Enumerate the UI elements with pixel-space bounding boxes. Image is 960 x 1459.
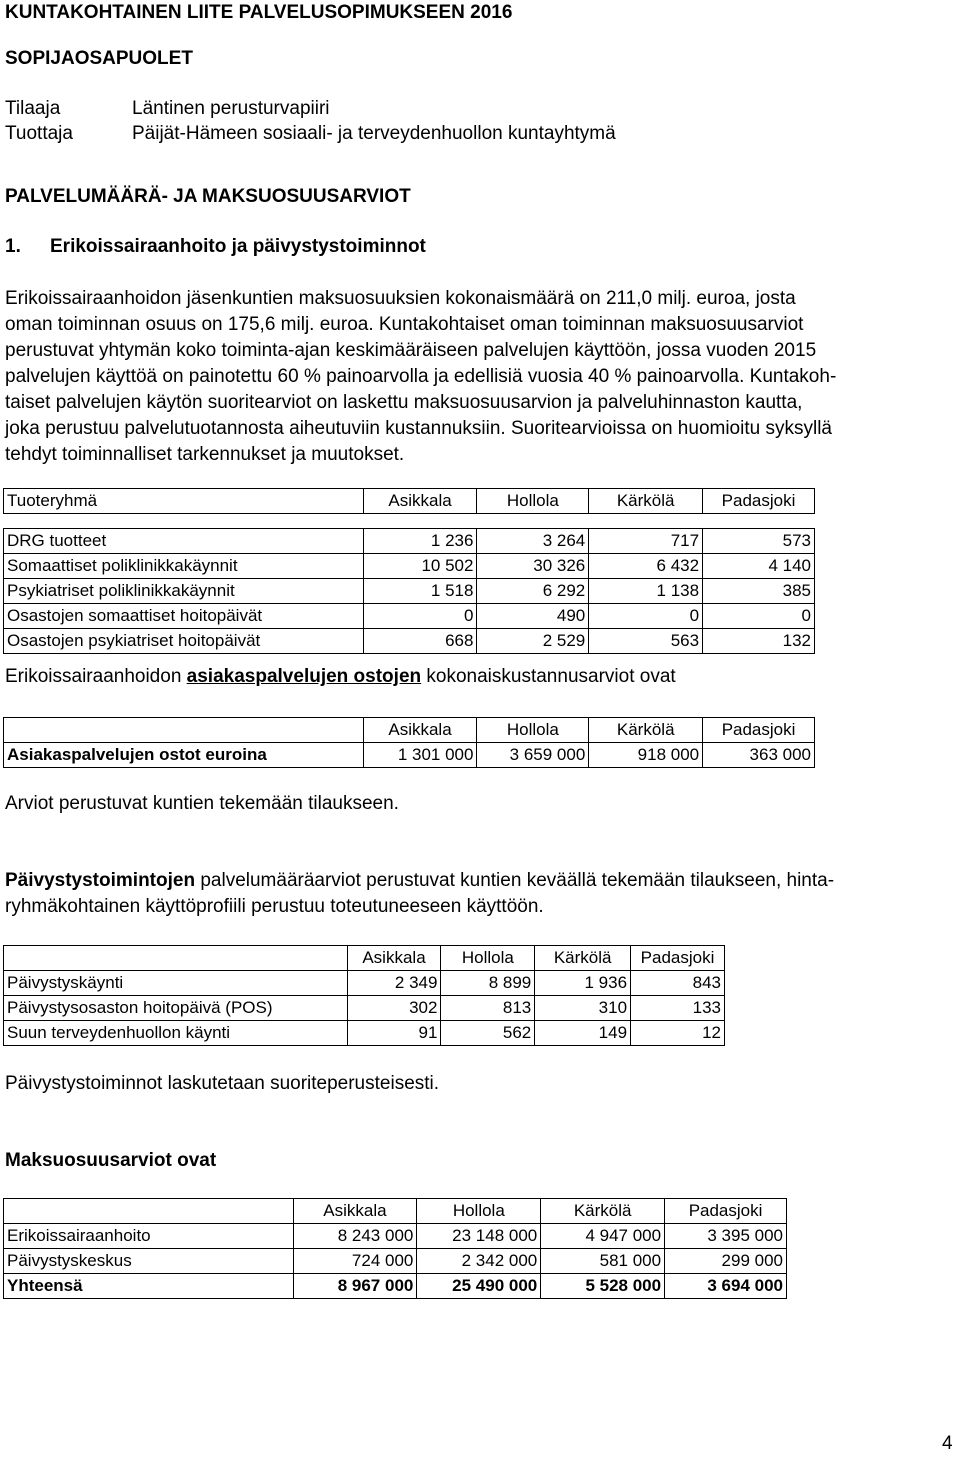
table-cell: 91 [347, 1021, 441, 1046]
party-value-orderer: Läntinen perusturvapiiri [132, 98, 330, 119]
table-cell: 490 [477, 604, 589, 629]
product-group-table [3, 488, 815, 654]
purchases-note: Arviot perustuvat kuntien tekemään tilaukseen. [5, 793, 399, 814]
table-cell-empty [4, 946, 348, 971]
table-row [4, 1249, 787, 1274]
table-cell: 6 292 [477, 579, 589, 604]
table-cell: 573 [703, 529, 815, 554]
table-header-row [4, 1199, 787, 1224]
table-header: Kärkölä [535, 946, 631, 971]
table-cell: 1 301 000 [363, 743, 477, 768]
table-cell: 668 [363, 629, 477, 654]
paragraph-line: tehdyt toiminnalliset tarkennukset ja muutokset. [5, 444, 405, 465]
table-cell: 302 [347, 996, 441, 1021]
table-row [4, 604, 815, 629]
section-paragraph [5, 286, 955, 468]
table-cell: 8 967 000 [293, 1274, 417, 1299]
table-row [4, 971, 725, 996]
fees-table [3, 1198, 787, 1299]
paragraph-line: palvelujen käyttöä on painotettu 60 % painoarvolla ja edellisiä vuosia 40 % painoarvolla. Kuntakoh- [5, 366, 837, 387]
table-cell: 12 [631, 1021, 725, 1046]
table-header: Hollola [477, 718, 589, 743]
table-cell: Asiakaspalvelujen ostot euroina [4, 743, 364, 768]
party-value-producer: Päijät-Hämeen sosiaali- ja terveydenhuollon kuntayhtymä [132, 123, 616, 144]
document-title: KUNTAKOHTAINEN LIITE PALVELUSOPIMUKSEEN 2016 [5, 2, 513, 23]
table-cell: 132 [703, 629, 815, 654]
table-cell: 563 [589, 629, 703, 654]
table-header: Padasjoki [665, 1199, 787, 1224]
table-cell: 8 243 000 [293, 1224, 417, 1249]
table-cell: Yhteensä [4, 1274, 294, 1299]
table-cell: Osastojen psykiatriset hoitopäivät [4, 629, 364, 654]
table-header: Kärkölä [589, 718, 703, 743]
table-total-row [4, 1274, 787, 1299]
table-cell: Osastojen somaattiset hoitopäivät [4, 604, 364, 629]
paragraph-line: Erikoissairaanhoidon jäsenkuntien maksuosuuksien kokonaismäärä on 211,0 milj. euroa, josta [5, 288, 796, 309]
table-header-row [4, 718, 815, 743]
table-row [4, 996, 725, 1021]
table-cell: 1 138 [589, 579, 703, 604]
paragraph-line: perustuvat yhtymän koko toiminta-ajan keskimääräiseen palvelujen käyttöön, jossa vuoden 2015 [5, 340, 817, 361]
table-cell: 0 [703, 604, 815, 629]
table-cell: 363 000 [703, 743, 815, 768]
table-cell: 0 [589, 604, 703, 629]
table-cell: 385 [703, 579, 815, 604]
table-cell: 562 [441, 1021, 535, 1046]
emergency-intro-emphasis: Päivystystoimintojen [5, 870, 196, 891]
table-cell: 2 349 [347, 971, 441, 996]
table-cell: 10 502 [363, 554, 477, 579]
table-cell: Erikoissairaanhoito [4, 1224, 294, 1249]
table-cell: 133 [631, 996, 725, 1021]
table-cell: 30 326 [477, 554, 589, 579]
purchases-intro-post: kokonaiskustannusarviot ovat [421, 666, 676, 687]
table-header: Kärkölä [589, 489, 703, 514]
table-row [4, 579, 815, 604]
table-cell: 0 [363, 604, 477, 629]
table-header: Hollola [441, 946, 535, 971]
table-header-row [4, 946, 725, 971]
parties-heading: SOPIJAOSAPUOLET [5, 48, 193, 69]
table-cell: 299 000 [665, 1249, 787, 1274]
table-row [4, 1224, 787, 1249]
table-header: Padasjoki [631, 946, 725, 971]
table-cell: Psykiatriset poliklinikkakäynnit [4, 579, 364, 604]
table-header: Padasjoki [703, 718, 815, 743]
purchases-intro [5, 666, 676, 688]
estimates-heading: PALVELUMÄÄRÄ- JA MAKSUOSUUSARVIOT [5, 186, 411, 207]
table-cell: 2 529 [477, 629, 589, 654]
table-header: Kärkölä [541, 1199, 665, 1224]
table-cell: 5 528 000 [541, 1274, 665, 1299]
table-cell: 6 432 [589, 554, 703, 579]
table-cell: 3 659 000 [477, 743, 589, 768]
table-cell: 843 [631, 971, 725, 996]
table-header: Hollola [417, 1199, 541, 1224]
table-cell: 310 [535, 996, 631, 1021]
party-label-producer: Tuottaja [5, 123, 73, 144]
table-cell: 3 694 000 [665, 1274, 787, 1299]
fees-heading: Maksuosuusarviot ovat [5, 1150, 217, 1171]
table-cell: 3 264 [477, 529, 589, 554]
table-row [4, 743, 815, 768]
table-cell: Päivystysosaston hoitopäivä (POS) [4, 996, 348, 1021]
paragraph-line: joka perustuu palvelutuotannosta aiheutuviin kustannuksiin. Suoritearvioissa on huomioitu syksyllä [5, 418, 832, 439]
table-cell: Päivystyskeskus [4, 1249, 294, 1274]
purchases-intro-emphasis: asiakaspalvelujen ostojen [186, 666, 422, 687]
table-cell: 149 [535, 1021, 631, 1046]
table-cell-empty [4, 718, 364, 743]
emergency-intro-line1 [5, 870, 834, 892]
table-cell-empty [4, 1199, 294, 1224]
table-cell: 581 000 [541, 1249, 665, 1274]
table-row [4, 629, 815, 654]
table-cell: 2 342 000 [417, 1249, 541, 1274]
table-cell: 3 395 000 [665, 1224, 787, 1249]
emergency-note: Päivystystoiminnot laskutetaan suoriteperusteisesti. [5, 1073, 440, 1094]
section-number: 1. [5, 236, 21, 257]
table-cell: 1 518 [363, 579, 477, 604]
table-header: Padasjoki [703, 489, 815, 514]
table-row [4, 529, 815, 554]
table-cell: 8 899 [441, 971, 535, 996]
table-cell: 23 148 000 [417, 1224, 541, 1249]
table-cell: 1 936 [535, 971, 631, 996]
table-row [4, 1021, 725, 1046]
paragraph-line: taiset palvelujen käytön suoritearviot on laskettu maksuosuusarvion ja palveluhinnaston kautta, [5, 392, 803, 413]
table-cell: Päivystyskäynti [4, 971, 348, 996]
page-number: 4 [942, 1433, 953, 1454]
table-cell: 4 140 [703, 554, 815, 579]
emergency-intro-line2: ryhmäkohtainen käyttöprofiili perustuu toteutuneeseen käyttöön. [5, 896, 544, 917]
emergency-intro-rest: palvelumääräarviot perustuvat kuntien keväällä tekemään tilaukseen, hinta- [195, 870, 835, 891]
table-cell: 4 947 000 [541, 1224, 665, 1249]
table-header-row [4, 489, 815, 514]
table-header: Asikkala [363, 489, 477, 514]
table-header: Asikkala [363, 718, 477, 743]
table-cell: 724 000 [293, 1249, 417, 1274]
purchases-intro-pre: Erikoissairaanhoidon [5, 666, 187, 687]
table-header: Asikkala [347, 946, 441, 971]
table-row [4, 554, 815, 579]
emergency-table [3, 945, 725, 1046]
table-cell: 1 236 [363, 529, 477, 554]
table-cell: Somaattiset poliklinikkakäynnit [4, 554, 364, 579]
purchases-table [3, 717, 815, 768]
table-header: Hollola [477, 489, 589, 514]
table-cell: 717 [589, 529, 703, 554]
section-title: Erikoissairaanhoito ja päivystystoiminnot [50, 236, 426, 257]
party-label-orderer: Tilaaja [5, 98, 61, 119]
table-cell: DRG tuotteet [4, 529, 364, 554]
table-cell: 918 000 [589, 743, 703, 768]
paragraph-line: oman toiminnan osuus on 175,6 milj. euroa. Kuntakohtaiset oman toiminnan maksuosuusarviot [5, 314, 804, 335]
table-header: Tuoteryhmä [4, 489, 364, 514]
table-cell: 813 [441, 996, 535, 1021]
table-header: Asikkala [293, 1199, 417, 1224]
table-cell: Suun terveydenhuollon käynti [4, 1021, 348, 1046]
table-cell: 25 490 000 [417, 1274, 541, 1299]
